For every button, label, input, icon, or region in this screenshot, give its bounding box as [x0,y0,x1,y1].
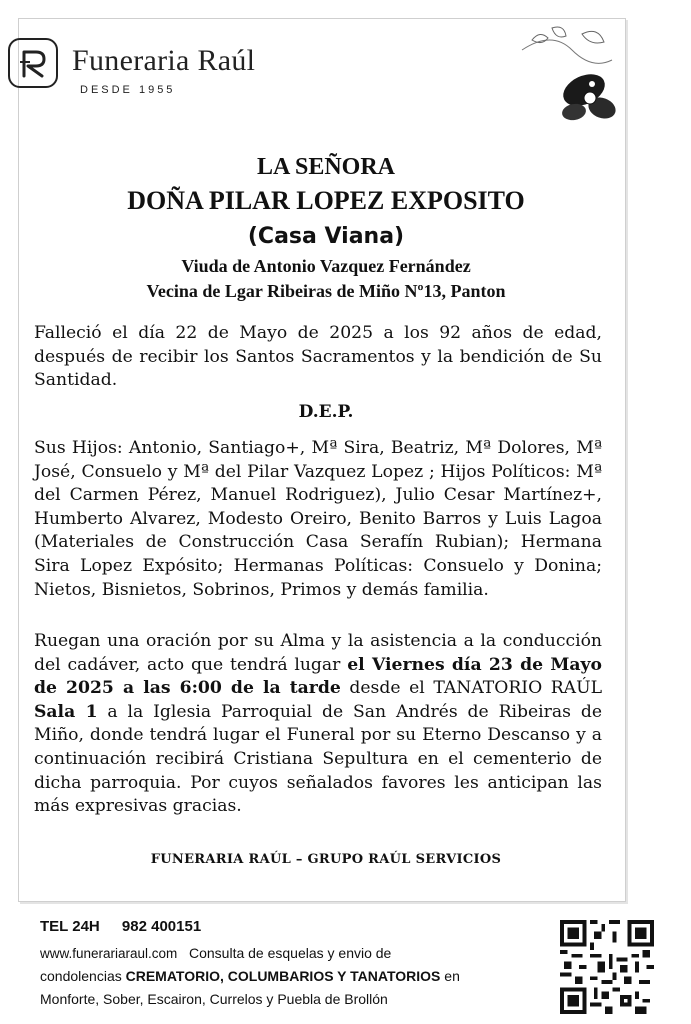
ceremony-paragraph [34,630,602,819]
deceased-name: DOÑA PILAR LOPEZ EXPOSITO [127,186,525,215]
contact-block [40,918,560,1011]
locations-line: Monforte, Sober, Escairon, Currelos y Puebla de Brollón [40,991,388,1007]
ceremony-text-2: desde el TANATORIO RAÚL [340,678,602,699]
ceremony-text-1: Ruegan una oración por su Alma y la asistencia a la conducción del cadáver, acto que tendrá lugar [34,631,602,675]
resident-of: Vecina de Lgar Ribeiras de Miño Nº13, Panton [146,281,506,301]
ceremony-text-3: a la Iglesia Parroquial de San Andrés de Ribeiras de Miño, donde tendrá lugar el Funeral por su Eterno Descanso y a continuación recibirá Cristiana Sepultura en el cementerio de dicha parroquia. Por cuyos señalados favores les anticipan las más expresivas gracias. [34,701,602,817]
contact-text-1: Consulta de esquelas y envio de [188,945,392,961]
ceremony-date: el Viernes día 23 de Mayo de 2025 a las 6:00 de la tarde [34,654,602,699]
phone-number[interactable]: 982 400151 [121,918,202,935]
website-link[interactable]: www.funerariaraul.com [40,946,178,961]
deceased-alias: (Casa Viana) [247,224,405,249]
ceremony-room: Sala 1 [34,701,98,722]
death-notice-paragraph: Falleció el día 22 de Mayo de 2025 a los 92 años de edad, después de recibir los Santos Sacramentos y la bendición de Su Santidad. [34,323,602,391]
flower-illustration-icon [512,20,622,130]
services-list: CREMATORIO, COLUMBARIOS Y TANATORIOS [125,968,441,984]
contact-line-2 [40,965,560,988]
widow-of: Viuda de Antonio Vazquez Fernández [181,256,471,276]
contact-text-3: en [444,968,460,984]
phone-label: TEL 24H [40,918,100,935]
brand-name: Funeraria Raúl [72,44,256,77]
brand-since: DESDE 1955 [80,84,176,96]
contact-text-2: condolencias [40,968,122,984]
brand-logo [8,38,298,98]
phone-line [40,918,560,942]
family-paragraph: Sus Hijos: Antonio, Santiago+, Mª Sira, Beatriz, Mª Dolores, Mª José, Consuelo y Mª del Pilar Vazquez Lopez ; Hijos Políticos: Mª del Carmen Pérez, Manuel Rodriguez), Julio Cesar Martínez+, Humberto Alvarez, Modesto Oreiro, Benito Barros y Luis Lagoa (Materiales de Construcción Casa Serafín Rubian); Hermana Sira Lopez Expósito; Hermanas Políticas: Consuelo y Donina; Nietos, Bisnietos, Sobrinos, Primos y demás familia. [34,438,602,600]
notice-title: LA SEÑORA [256,154,396,180]
notice-footer: FUNERARIA RAÚL – GRUPO RAÚL SERVICIOS [150,852,502,867]
logo-monogram-icon [8,38,58,88]
qr-code-icon[interactable] [560,920,654,1014]
contact-line-1 [40,942,560,965]
dep-heading: D.E.P. [298,402,354,422]
